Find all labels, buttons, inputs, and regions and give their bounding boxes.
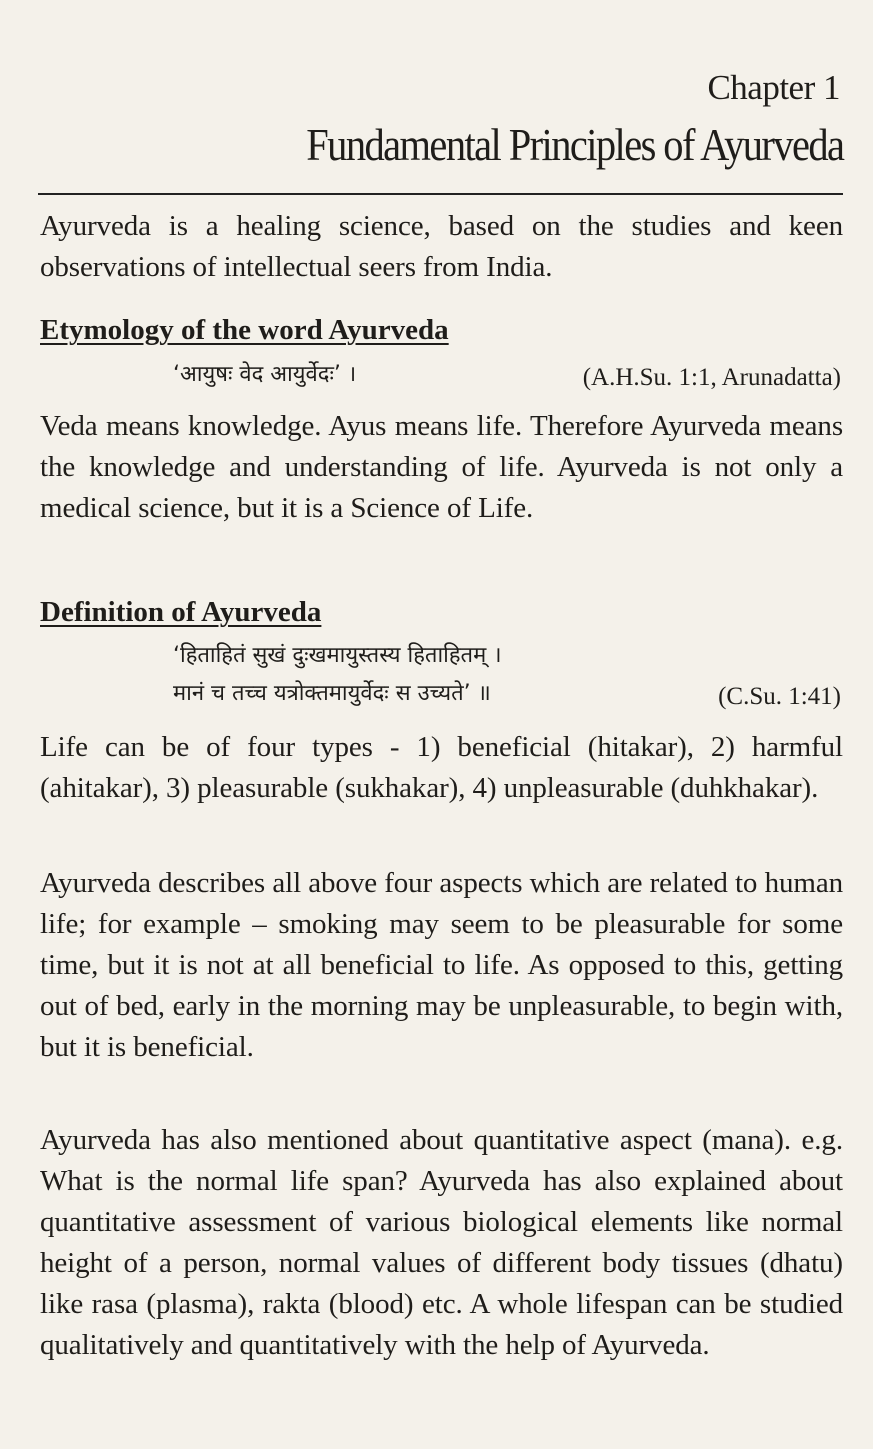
chapter-title: Fundamental Principles of Ayurveda	[305, 119, 843, 170]
etymology-reference: (A.H.Su. 1:1, Arunadatta)	[582, 364, 841, 391]
life-types-paragraph: Life can be of four types - 1) beneficial (hitakar), 2) harmful (ahitakar), 3) pleasurable (sukhakar), 4) unpleasurable (duhkhakar).	[40, 731, 843, 804]
definition-verse-line-2: मानं च तच्च यत्रोक्तमायुर्वेदः स उच्यते’ ॥	[173, 681, 491, 706]
definition-verse-line-1: ‘हिताहितं सुखं दुःखमायुस्तस्य हिताहितम् ।	[173, 643, 502, 668]
four-aspects-paragraph: Ayurveda describes all above four aspects which are related to human life; for example – smoking may seem to be pleasurable for some time, but it is not at all beneficial to life. As opposed to this, getting out of bed, early in the morning may be unpleasurable, to begin with, but it is beneficial.	[40, 867, 843, 1063]
quantitative-aspect-paragraph: Ayurveda has also mentioned about quantitative aspect (mana). e.g. What is the normal life span? Ayurveda has also explained about quantitative assessment of various biological elements like normal height of a person, normal values of different body tissues (dhatu) like rasa (plasma), rakta (blood) etc. A whole lifespan can be studied qualitatively and quantitatively with the help of Ayurveda.	[40, 1124, 843, 1361]
definition-reference: (C.Su. 1:41)	[718, 683, 841, 710]
etymology-heading: Etymology of the word Ayurveda	[40, 314, 449, 346]
definition-heading: Definition of Ayurveda	[40, 596, 322, 628]
etymology-verse: ‘आयुषः वेद आयुर्वेदः’ ।	[173, 362, 357, 387]
title-divider	[38, 193, 843, 195]
book-page	[40, 0, 843, 1449]
chapter-number: Chapter 1	[707, 68, 840, 107]
intro-paragraph: Ayurveda is a healing science, based on the studies and keen observations of intellectual seers from India.	[40, 210, 843, 283]
etymology-paragraph: Veda means knowledge. Ayus means life. Therefore Ayurveda means the knowledge and understanding of life. Ayurveda is not only a medical science, but it is a Science of Life.	[40, 410, 843, 524]
